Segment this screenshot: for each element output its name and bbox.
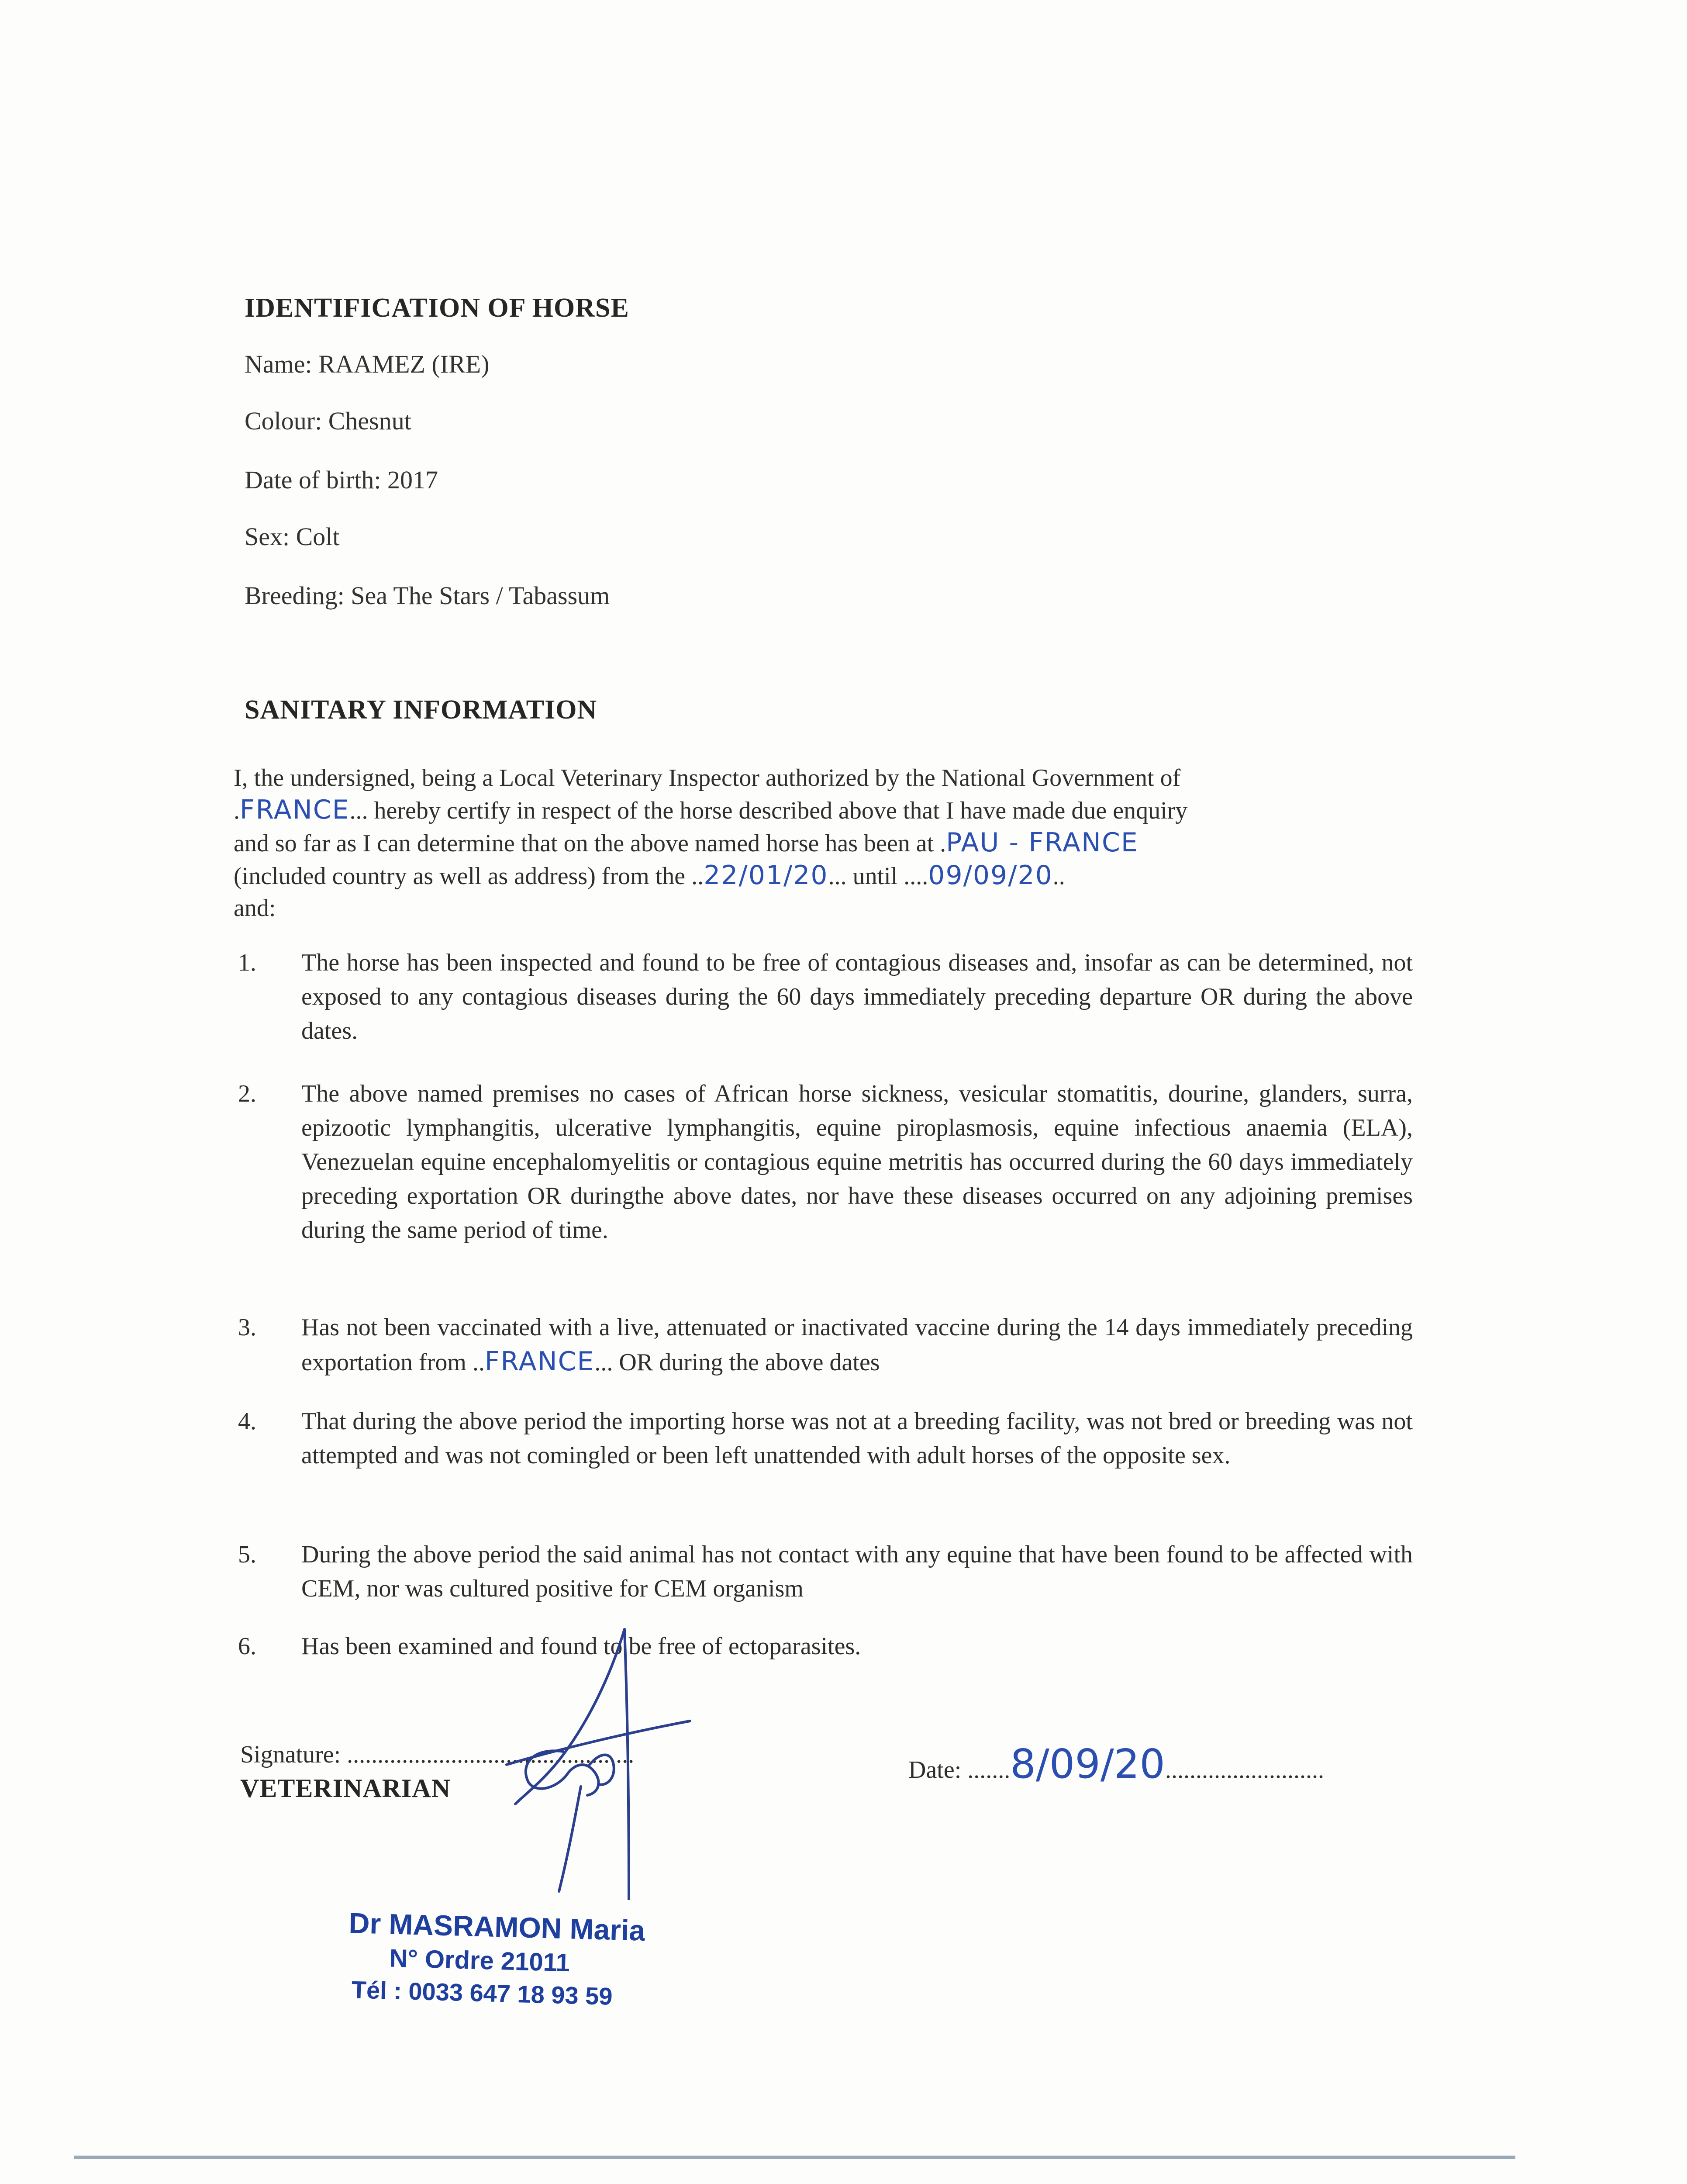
handwritten-location: PAU - FRANCE — [946, 827, 1138, 858]
stamp-telephone: Tél : 0033 647 18 93 59 — [351, 1976, 613, 2010]
intro-line-3-text: and so far as I can determine that on the above named horse has been at . — [234, 830, 946, 857]
handwritten-date-from: 22/01/20 — [704, 860, 828, 891]
signature-label: Signature: ............................................... — [240, 1741, 635, 1768]
horse-date-of-birth: Date of birth: 2017 — [245, 466, 438, 494]
intro-until-text: ... until .... — [828, 863, 928, 890]
identification-heading: IDENTIFICATION OF HORSE — [245, 293, 629, 323]
intro-line-2 — [234, 794, 1413, 827]
intro-line-5: and: — [234, 895, 276, 922]
intro-line-4 — [234, 860, 1413, 892]
stamp-name: Dr MASRAMON Maria — [348, 1906, 646, 1947]
item-text: Has been examined and found to be free of ectoparasites. — [301, 1633, 861, 1660]
item-number: 3. — [238, 1314, 256, 1341]
intro-line-1: I, the undersigned, being a Local Veterinary Inspector authorized by the National Government of — [234, 764, 1181, 791]
intro-line-3 — [234, 827, 1413, 860]
item-text — [301, 1310, 1413, 1379]
veterinarian-label: VETERINARIAN — [240, 1774, 451, 1803]
item-3-text: Has not been vaccinated with a live, attenuated or inactivated vaccine during the 14 days immediately preceding exportation from .. — [301, 1314, 1413, 1376]
handwritten-country: FRANCE — [484, 1346, 595, 1377]
veterinarian-stamp — [347, 1904, 645, 2014]
condition-item-3 — [238, 1310, 1413, 1379]
item-number: 6. — [238, 1633, 256, 1660]
bottom-divider — [74, 2156, 1515, 2159]
intro-line-4-text: (included country as well as address) from the .. — [234, 863, 704, 890]
certification-intro — [234, 762, 1413, 924]
handwritten-date-until: 09/09/20 — [928, 860, 1053, 891]
handwritten-country: FRANCE — [240, 795, 350, 825]
horse-breeding: Breeding: Sea The Stars / Tabassum — [245, 581, 610, 610]
date-label-text: Date: ....... — [908, 1756, 1011, 1783]
horse-sex: Sex: Colt — [245, 522, 340, 551]
item-number: 1. — [238, 949, 256, 976]
handwritten-signature — [480, 1621, 725, 1900]
sanitary-heading: SANITARY INFORMATION — [245, 695, 597, 725]
date-dots: .......................... — [1165, 1756, 1324, 1783]
item-text: The above named premises no cases of African horse sickness, vesicular stomatitis, dourine, glanders, surra, epizootic lymphangitis, ulcerative lymphangitis, equine piroplasmosis, equine infectious anaemia (ELA), Venezuelan equine encephalomyelitis or contagious equine metritis has occurred during the 60 days immediately preceding exportation OR duringthe above dates, nor have these diseases occurred on any adjoining premises during the same period of time. — [301, 1080, 1413, 1244]
handwritten-date: 8/09/20 — [1010, 1741, 1165, 1787]
condition-item-5 — [238, 1538, 1413, 1606]
stamp-order-number: N° Ordre 21011 — [389, 1944, 570, 1977]
horse-name: Name: RAAMEZ (IRE) — [245, 350, 490, 378]
condition-item-4 — [238, 1404, 1413, 1472]
item-text: During the above period the said animal has not contact with any equine that have been found to be affected with CEM, nor was cultured positive for CEM organism — [301, 1541, 1413, 1602]
intro-line-2-text: ... hereby certify in respect of the horse described above that I have made due enquiry — [349, 797, 1188, 824]
item-text: That during the above period the importing horse was not at a breeding facility, was not bred or breeding was not attempted and was not comingled or been left unattended with adult horses of the opposite sex. — [301, 1408, 1413, 1469]
date-field — [908, 1741, 1324, 1787]
condition-item-6 — [238, 1629, 1413, 1663]
item-number: 4. — [238, 1408, 256, 1435]
intro-line-4-dots: .. — [1052, 863, 1065, 890]
item-3-text-end: ... OR during the above dates — [594, 1349, 880, 1376]
intro-dot: . — [234, 797, 240, 824]
condition-item-1 — [238, 946, 1413, 1048]
item-number: 5. — [238, 1541, 256, 1568]
item-text: The horse has been inspected and found to be free of contagious diseases and, insofar as can be determined, not exposed to any contagious diseases during the 60 days immediately preceding departure OR during the above dates. — [301, 949, 1413, 1044]
condition-item-2 — [238, 1077, 1413, 1247]
item-number: 2. — [238, 1080, 256, 1107]
horse-colour: Colour: Chesnut — [245, 407, 411, 435]
